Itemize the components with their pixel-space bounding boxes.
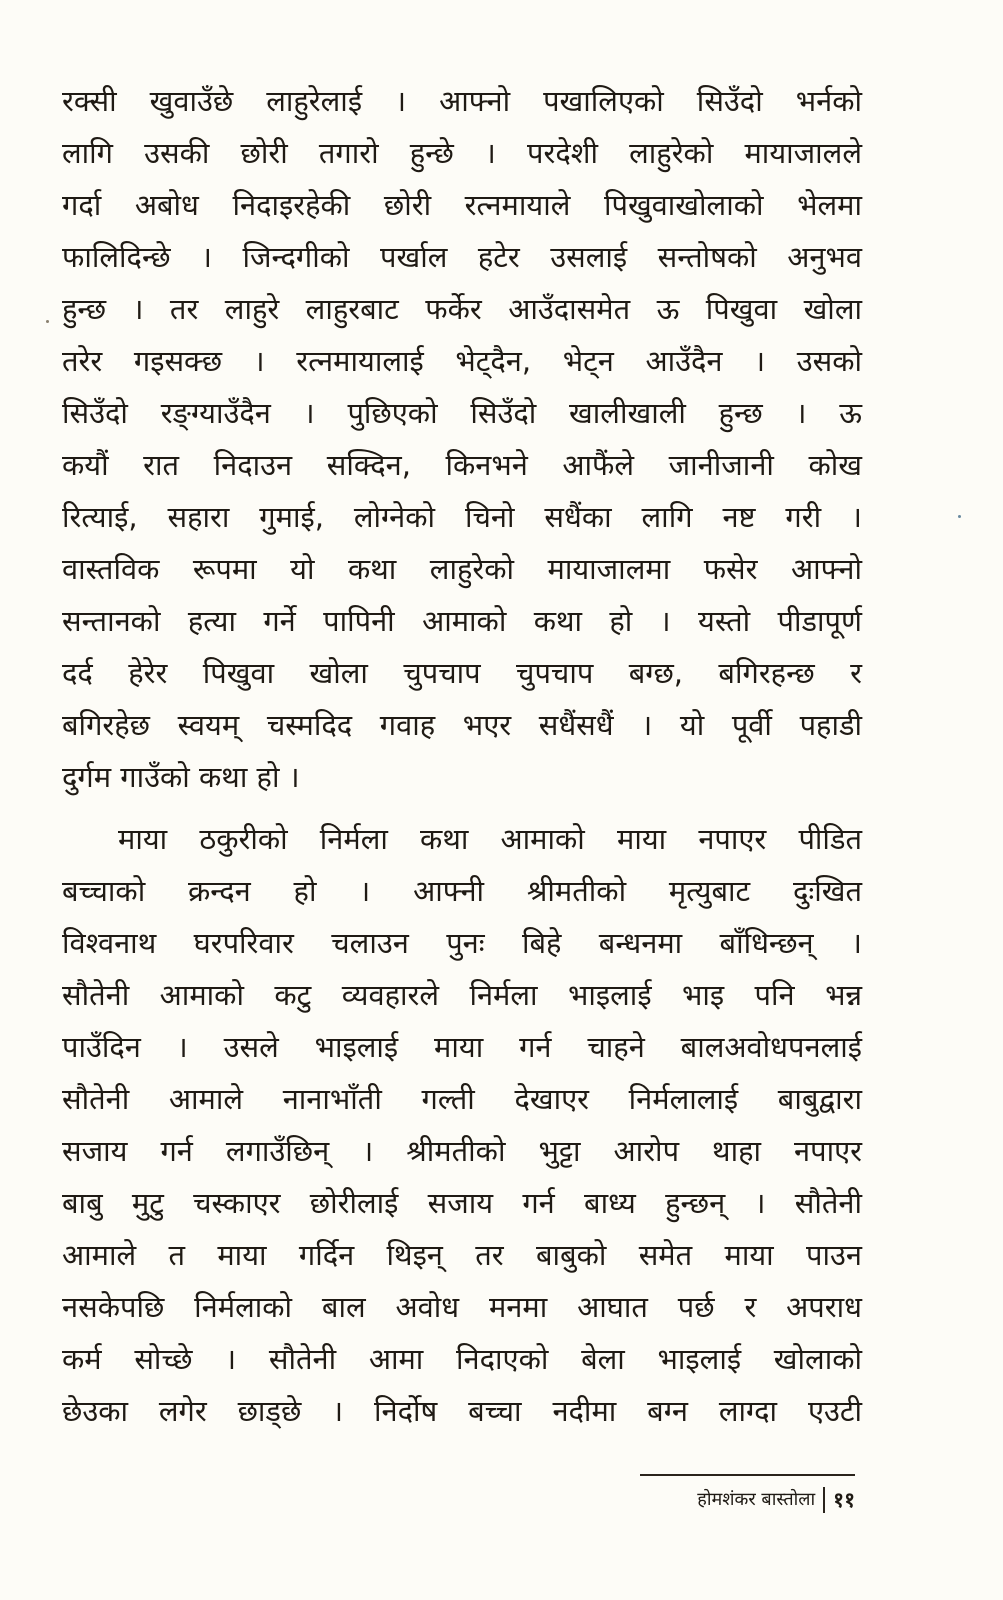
text-line: कयौं रात निदाउन सक्दिन, किनभने आफैंले जानीजानी कोख bbox=[62, 448, 862, 482]
text-line: बाबु मुटु चस्काएर छोरीलाई सजाय गर्न बाध्य हुन्छन् । सौतेनी bbox=[62, 1186, 862, 1220]
text-line: हुन्छ । तर लाहुरे लाहुरबाट फर्केर आउँदासमेत ऊ पिखुवा खोला bbox=[62, 292, 862, 326]
text-line: बगिरहेछ स्वयम् चस्मदिद गवाह भएर सधैंसधैं । यो पूर्वी पहाडी bbox=[62, 708, 862, 742]
text-line: रक्सी खुवाउँछे लाहुरेलाई । आफ्नो पखालिएको सिउँदो भर्नको bbox=[62, 84, 862, 118]
text-line: तरेर गइसक्छ । रत्नमायालाई भेट्दैन, भेट्न आउँदैन । उसको bbox=[62, 344, 862, 378]
text-line: बच्चाको क्रन्दन हो । आफ्नी श्रीमतीको मृत्युबाट दुःखित bbox=[62, 874, 862, 908]
text-line: दुर्गम गाउँको कथा हो । bbox=[62, 760, 300, 794]
text-line: नसकेपछि निर्मलाको बाल अवोध मनमा आघात पर्छ र अपराध bbox=[62, 1290, 862, 1324]
text-line: कर्म सोच्छे । सौतेनी आमा निदाएको बेला भाइलाई खोलाको bbox=[62, 1342, 862, 1376]
text-line: सौतेनी आमाको कटु व्यवहारले निर्मला भाइलाई भाइ पनि भन्न bbox=[62, 978, 862, 1012]
text-line: सौतेनी आमाले नानाभाँती गल्ती देखाएर निर्मलालाई बाबुद्वारा bbox=[62, 1082, 862, 1116]
text-line: विश्वनाथ घरपरिवार चलाउन पुनः बिहे बन्धनमा बाँधिन्छन् । bbox=[62, 926, 862, 960]
footer-separator bbox=[823, 1487, 825, 1513]
text-line: छेउका लगेर छाड्छे । निर्दोष बच्चा नदीमा बग्न लाग्दा एउटी bbox=[62, 1394, 862, 1428]
scan-speck bbox=[958, 515, 961, 518]
text-line: पाउँदिन । उसले भाइलाई माया गर्न चाहने बालअवोधपनलाई bbox=[62, 1030, 862, 1064]
text-line: गर्दा अबोध निदाइरहेकी छोरी रत्नमायाले पिखुवाखोलाको भेलमा bbox=[62, 188, 862, 222]
text-line: आमाले त माया गर्दिन थिइन् तर बाबुको समेत माया पाउन bbox=[62, 1238, 862, 1272]
page-footer bbox=[640, 1484, 855, 1516]
text-line: वास्तविक रूपमा यो कथा लाहुरेको मायाजालमा फसेर आफ्नो bbox=[62, 552, 862, 586]
text-line: रित्याई, सहारा गुमाई, लोग्नेको चिनो सधैंका लागि नष्ट गरी । bbox=[62, 500, 862, 534]
page-number: ११ bbox=[833, 1488, 855, 1512]
footer-divider bbox=[640, 1474, 855, 1476]
scan-speck bbox=[46, 320, 49, 323]
text-line: माया ठकुरीको निर्मला कथा आमाको माया नपाएर पीडित bbox=[118, 822, 862, 856]
footer-author: होमशंकर बास्तोला bbox=[697, 1489, 816, 1510]
text-line: सिउँदो रङ्ग्याउँदैन । पुछिएको सिउँदो खालीखाली हुन्छ । ऊ bbox=[62, 396, 862, 430]
text-line: फालिदिन्छे । जिन्दगीको पर्खाल हटेर उसलाई सन्तोषको अनुभव bbox=[62, 240, 862, 274]
text-line: सन्तानको हत्या गर्ने पापिनी आमाको कथा हो । यस्तो पीडापूर्ण bbox=[62, 604, 862, 638]
text-line: सजाय गर्न लगाउँछिन् । श्रीमतीको भुट्टा आरोप थाहा नपाएर bbox=[62, 1134, 862, 1168]
text-line: दर्द हेरेर पिखुवा खोला चुपचाप चुपचाप बग्छ, बगिरहन्छ र bbox=[62, 656, 862, 690]
text-line: लागि उसकी छोरी तगारो हुन्छे । परदेशी लाहुरेको मायाजालले bbox=[62, 136, 862, 170]
